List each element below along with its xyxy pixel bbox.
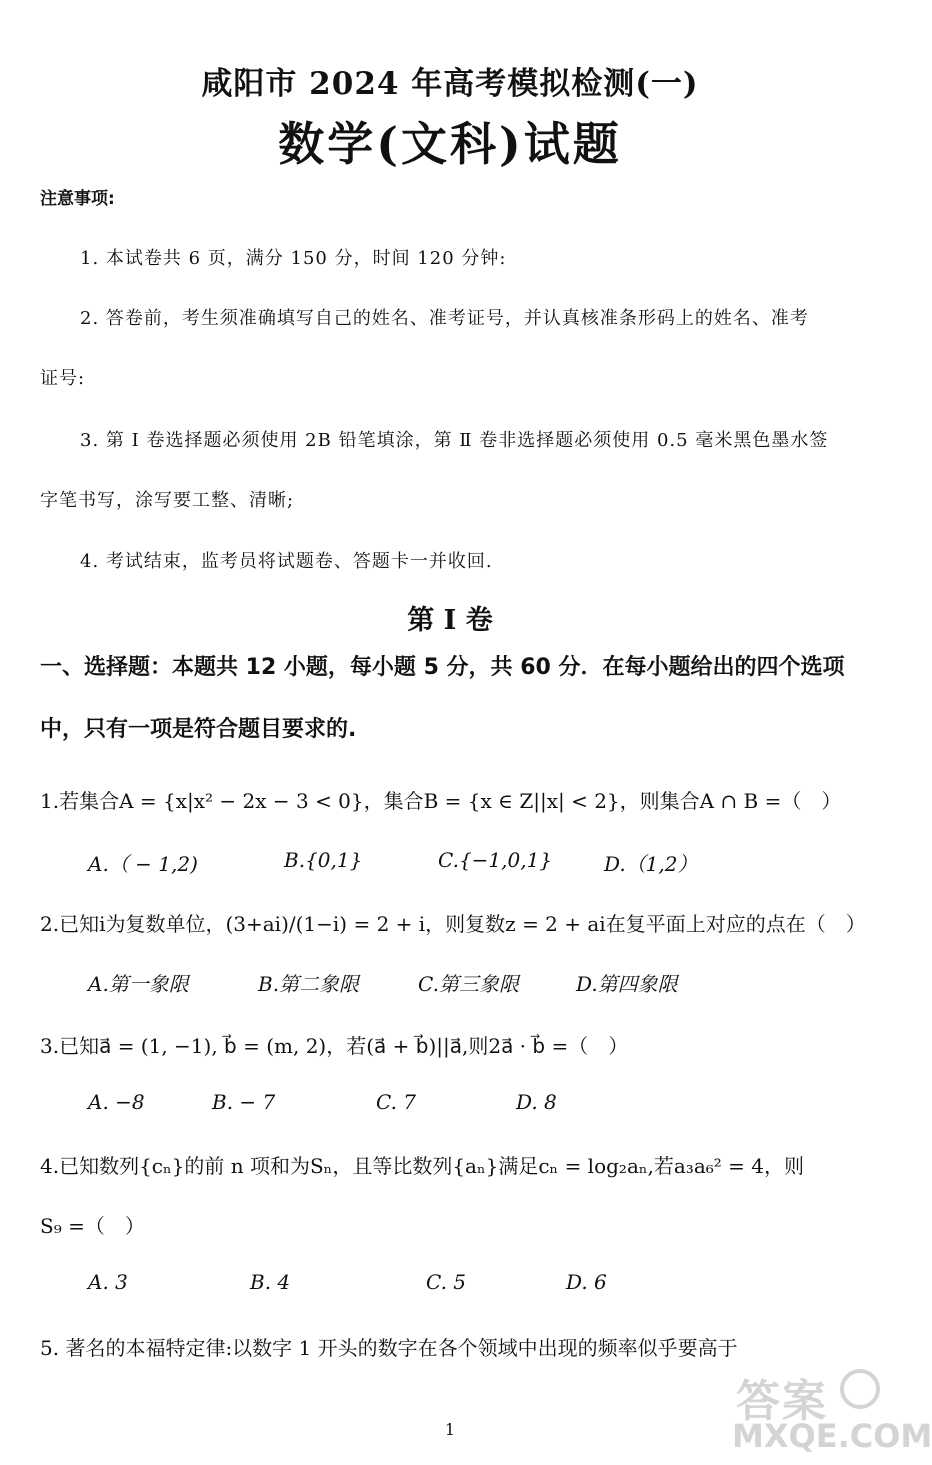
exam-title: 咸阳市 2024 年高考模拟检测(一) xyxy=(201,66,699,102)
notice-item-3-cont: 字笔书写，涂写要工整、清晰; xyxy=(40,490,295,511)
question-3-option-a: A. −8 xyxy=(88,1090,145,1114)
exam-subtitle: 数学(文科)试题 xyxy=(278,117,622,171)
watermark-bottom-text: MXQE.COM xyxy=(732,1417,932,1455)
question-2-option-d: D.第四象限 xyxy=(576,972,678,996)
question-2-stem: 2.已知i为复数单位，(3+ai)/(1−i) = 2 + i，则复数z = 2 + ai在复平面上对应的点在（ ） xyxy=(40,912,866,936)
question-1-option-d: D.（1,2） xyxy=(604,852,698,876)
question-5-stem: 5. 著名的本福特定律:以数字 1 开头的数字在各个领域中出现的频率似乎要高于 xyxy=(40,1336,738,1360)
question-2-option-b: B.第二象限 xyxy=(258,972,360,996)
watermark-top-text: 答案 xyxy=(736,1376,828,1427)
question-4-option-b: B. 4 xyxy=(250,1270,291,1294)
notice-item-2-cont: 证号: xyxy=(40,368,86,389)
page-number: 1 xyxy=(444,1420,456,1439)
notice-heading: 注意事项: xyxy=(40,189,115,209)
question-1-stem: 1.若集合A = {x|x² − 2x − 3 < 0}，集合B = {x ∈ Z||x| < 2}，则集合A ∩ B =（ ） xyxy=(40,789,842,813)
notice-item-4: 4. 考试结束，监考员将试题卷、答题卡一并收回. xyxy=(80,551,493,572)
notice-item-1: 1. 本试卷共 6 页，满分 150 分，时间 120 分钟: xyxy=(80,248,507,269)
question-4-option-a: A. 3 xyxy=(88,1270,128,1294)
watermark-logo xyxy=(728,1365,932,1457)
notice-item-3: 3. 第 Ⅰ 卷选择题必须使用 2B 铅笔填涂，第 Ⅱ 卷非选择题必须使用 0.5 毫米黑色墨水签 xyxy=(80,430,829,451)
part-instructions-cont: 中，只有一项是符合题目要求的. xyxy=(40,717,357,742)
question-4-option-d: D. 6 xyxy=(566,1270,607,1294)
question-1-option-c: C.{−1,0,1} xyxy=(438,848,553,872)
question-2-option-a: A.第一象限 xyxy=(88,972,189,996)
section-title: 第 Ⅰ 卷 xyxy=(407,605,493,636)
notice-item-2: 2. 答卷前，考生须准确填写自己的姓名、准考证号，并认真核准条形码上的姓名、准考 xyxy=(80,308,809,329)
part-instructions: 一、选择题：本题共 12 小题，每小题 5 分，共 60 分．在每小题给出的四个选项 xyxy=(40,655,845,680)
question-4-option-c: C. 5 xyxy=(426,1270,467,1294)
question-4-stem-cont: S₉ =（ ） xyxy=(40,1214,145,1238)
watermark-circle-icon xyxy=(840,1369,880,1409)
question-3-option-d: D. 8 xyxy=(516,1090,557,1114)
question-3-option-c: C. 7 xyxy=(376,1090,417,1114)
question-2-option-c: C.第三象限 xyxy=(418,972,519,996)
question-1-option-a: A.（ − 1,2) xyxy=(88,852,198,876)
question-4-stem: 4.已知数列{cₙ}的前 n 项和为Sₙ，且等比数列{aₙ}满足cₙ = log₂aₙ,若a₃a₆² = 4，则 xyxy=(40,1154,804,1178)
question-1-option-b: B.{0,1} xyxy=(284,848,363,872)
question-3-option-b: B. − 7 xyxy=(212,1090,276,1114)
question-3-stem: 3.已知a⃗ = (1, −1), b⃗ = (m, 2)，若(a⃗ + b⃗)||a⃗,则2a⃗ · b⃗ =（ ） xyxy=(40,1034,629,1058)
